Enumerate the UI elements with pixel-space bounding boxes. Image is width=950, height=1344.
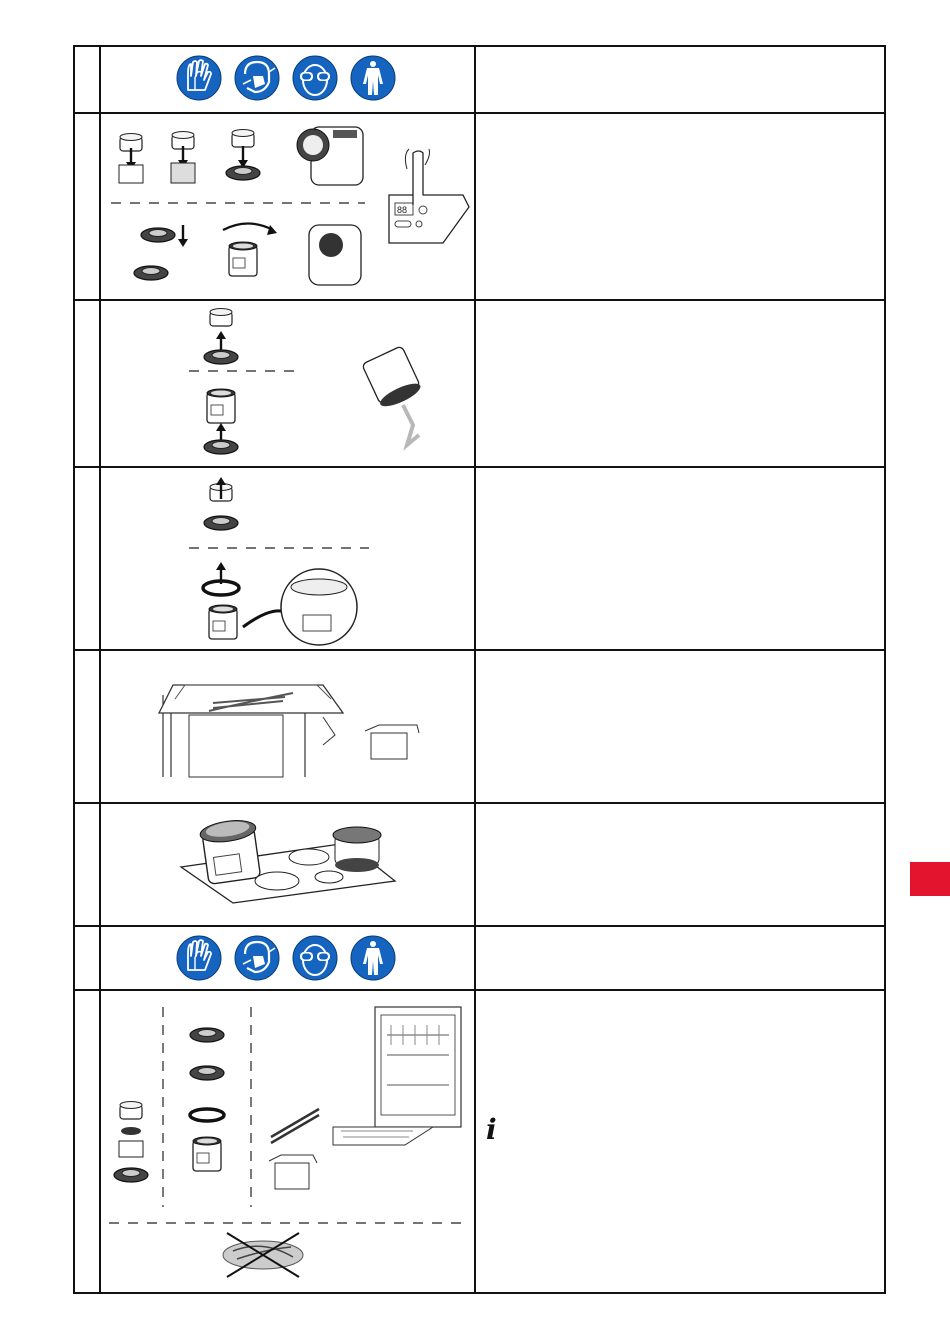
instruction-table: [73, 45, 886, 1294]
protective-suit-icon: [351, 936, 395, 980]
safety-goggles-icon: [293, 56, 337, 100]
illustration-drying-parts: [181, 817, 395, 903]
prohibited-steel-wool-icon: [223, 1233, 303, 1277]
illustration-ultrasonic-bath: [159, 685, 419, 777]
face-mask-icon: [235, 56, 279, 100]
face-mask-icon: [235, 936, 279, 980]
gloves-icon: [177, 56, 221, 100]
safety-goggles-icon: [293, 936, 337, 980]
language-tab-marker: [910, 862, 950, 896]
svg-text:88: 88: [397, 205, 408, 215]
gloves-icon: [177, 936, 221, 980]
illustration-disassembly: [111, 127, 469, 285]
protective-suit-icon: [351, 56, 395, 100]
ppe-row-lower: [177, 936, 395, 980]
illustration-remove-seal: [189, 477, 369, 645]
ppe-row-top: [177, 56, 395, 100]
info-icon: i: [486, 1113, 497, 1146]
illustration-remove-parts: [189, 309, 423, 455]
illustration-dishwasher: [109, 1007, 463, 1277]
